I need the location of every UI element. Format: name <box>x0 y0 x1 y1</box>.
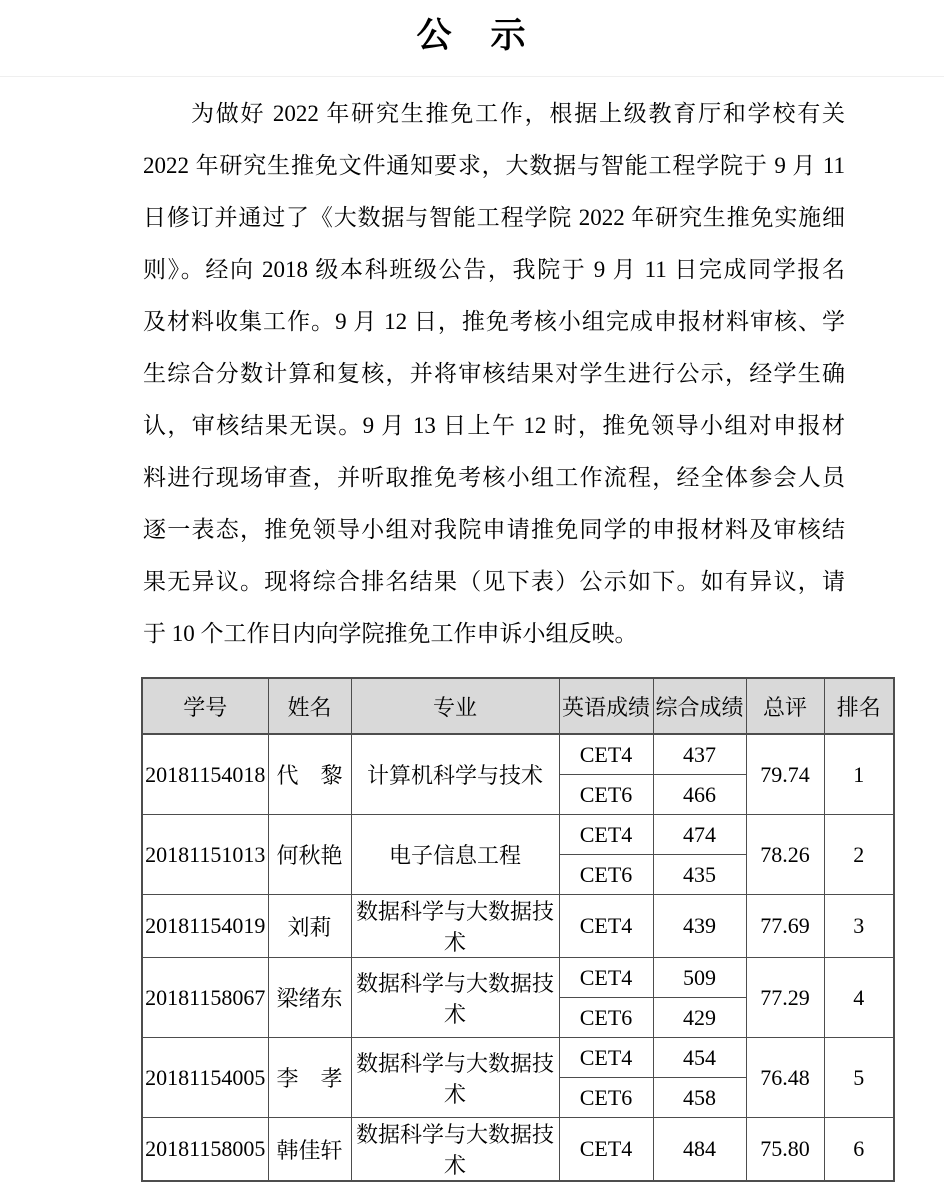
cell-student-id: 20181158067 <box>142 958 268 1038</box>
cell-rank: 4 <box>824 958 894 1038</box>
table-header-row <box>142 678 894 734</box>
notice-line: 认，审核结果无误。9 月 13 日上午 12 时，推免领导小组对申报材 <box>143 413 845 438</box>
col-header-composite-score: 综合成绩 <box>653 678 746 734</box>
cell-english-score: 439 <box>653 895 746 958</box>
col-header-english-score: 英语成绩 <box>559 678 653 734</box>
notice-line: 料进行现场审查，并听取推免考核小组工作流程，经全体参会人员 <box>143 465 845 490</box>
cell-total: 77.29 <box>746 958 824 1038</box>
cell-rank: 3 <box>824 895 894 958</box>
cell-english-test: CET4 <box>559 734 653 775</box>
cell-english-score: 484 <box>653 1118 746 1182</box>
cell-rank: 1 <box>824 734 894 815</box>
ranking-table <box>141 677 895 1182</box>
page-divider-line <box>0 76 944 77</box>
table-row <box>142 815 894 855</box>
cell-name: 李 孝 <box>268 1038 351 1118</box>
cell-name: 何秋艳 <box>268 815 351 895</box>
cell-student-id: 20181158005 <box>142 1118 268 1182</box>
cell-major: 数据科学与大数据技术 <box>351 958 559 1038</box>
col-header-rank: 排名 <box>824 678 894 734</box>
cell-name: 韩佳轩 <box>268 1118 351 1182</box>
cell-english-score: 474 <box>653 815 746 855</box>
cell-rank: 6 <box>824 1118 894 1182</box>
cell-student-id: 20181154005 <box>142 1038 268 1118</box>
cell-english-score: 437 <box>653 734 746 775</box>
cell-name: 代 黎 <box>268 734 351 815</box>
notice-paragraph <box>143 88 845 660</box>
cell-total: 79.74 <box>746 734 824 815</box>
table-row <box>142 1038 894 1078</box>
cell-english-score: 454 <box>653 1038 746 1078</box>
cell-major: 数据科学与大数据技术 <box>351 1118 559 1182</box>
col-header-major: 专业 <box>351 678 559 734</box>
cell-english-score: 458 <box>653 1078 746 1118</box>
table-row <box>142 1118 894 1182</box>
table-row <box>142 958 894 998</box>
cell-total: 75.80 <box>746 1118 824 1182</box>
cell-total: 76.48 <box>746 1038 824 1118</box>
notice-line: 果无异议。现将综合排名结果（见下表）公示如下。如有异议，请 <box>143 569 845 594</box>
cell-rank: 5 <box>824 1038 894 1118</box>
col-header-name: 姓名 <box>268 678 351 734</box>
notice-line: 日修订并通过了《大数据与智能工程学院 2022 年研究生推免实施细 <box>143 205 845 230</box>
cell-english-score: 435 <box>653 855 746 895</box>
notice-line: 2022 年研究生推免文件通知要求，大数据与智能工程学院于 9 月 11 <box>143 153 845 178</box>
cell-english-test: CET6 <box>559 1078 653 1118</box>
cell-english-test: CET4 <box>559 1118 653 1182</box>
notice-line: 生综合分数计算和复核，并将审核结果对学生进行公示，经学生确 <box>143 361 845 386</box>
cell-english-score: 466 <box>653 775 746 815</box>
col-header-overall: 总评 <box>746 678 824 734</box>
cell-english-score: 429 <box>653 998 746 1038</box>
cell-english-test: CET4 <box>559 1038 653 1078</box>
cell-major: 计算机科学与技术 <box>351 734 559 815</box>
cell-total: 78.26 <box>746 815 824 895</box>
col-header-student-id: 学号 <box>142 678 268 734</box>
cell-english-test: CET6 <box>559 775 653 815</box>
cell-student-id: 20181151013 <box>142 815 268 895</box>
table-row <box>142 895 894 958</box>
cell-name: 梁绪东 <box>268 958 351 1038</box>
cell-total: 77.69 <box>746 895 824 958</box>
notice-line: 于 10 个工作日内向学院推免工作申诉小组反映。 <box>143 621 638 646</box>
cell-name: 刘莉 <box>268 895 351 958</box>
page-title: 公 示 <box>416 16 528 55</box>
notice-line: 则》。经向 2018 级本科班级公告，我院于 9 月 11 日完成同学报名 <box>143 257 845 282</box>
cell-major: 电子信息工程 <box>351 815 559 895</box>
notice-line: 逐一表态，推免领导小组对我院申请推免同学的申报材料及审核结 <box>143 517 845 542</box>
cell-student-id: 20181154019 <box>142 895 268 958</box>
cell-english-test: CET6 <box>559 855 653 895</box>
cell-english-test: CET6 <box>559 998 653 1038</box>
notice-line: 为做好 2022 年研究生推免工作，根据上级教育厅和学校有关 <box>191 101 845 126</box>
cell-english-score: 509 <box>653 958 746 998</box>
cell-student-id: 20181154018 <box>142 734 268 815</box>
notice-line: 及材料收集工作。9 月 12 日，推免考核小组完成申报材料审核、学 <box>143 309 845 334</box>
cell-rank: 2 <box>824 815 894 895</box>
cell-major: 数据科学与大数据技术 <box>351 895 559 958</box>
cell-english-test: CET4 <box>559 958 653 998</box>
cell-english-test: CET4 <box>559 815 653 855</box>
cell-major: 数据科学与大数据技术 <box>351 1038 559 1118</box>
table-row <box>142 734 894 775</box>
cell-english-test: CET4 <box>559 895 653 958</box>
